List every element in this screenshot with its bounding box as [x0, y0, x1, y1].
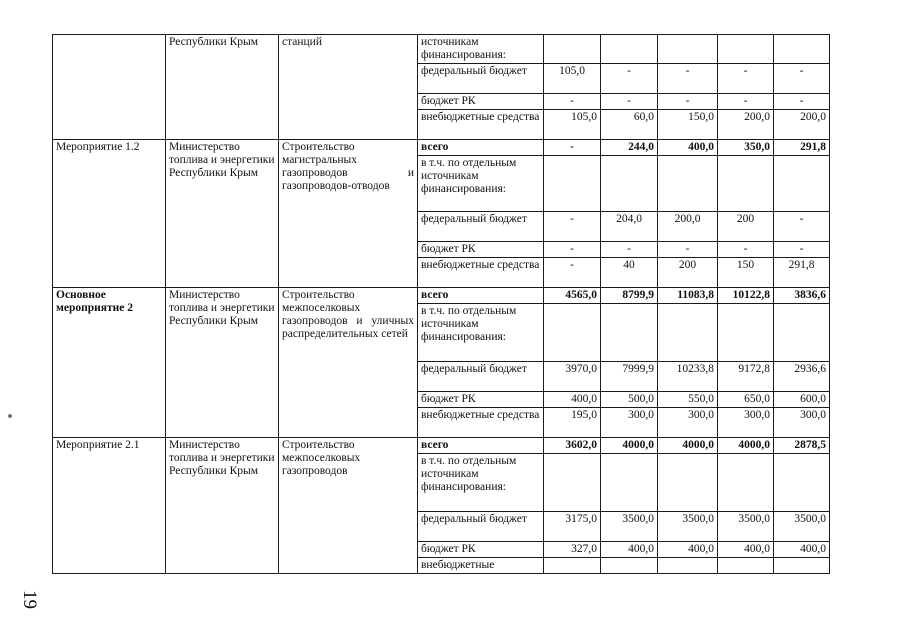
value-cell: [658, 558, 718, 574]
value-cell: 60,0: [601, 110, 658, 140]
description-cell: Строительство межпоселковых газопроводов: [279, 438, 418, 574]
value-cell: [774, 454, 830, 512]
value-cell: 2936,6: [774, 362, 830, 392]
value-cell: [658, 304, 718, 362]
value-cell: 300,0: [774, 408, 830, 438]
value-cell: 3175,0: [544, 512, 601, 542]
value-cell: -: [601, 242, 658, 258]
activity-cell: [53, 35, 166, 140]
table-row: [53, 140, 830, 156]
value-cell: 550,0: [658, 392, 718, 408]
value-cell: 650,0: [718, 392, 774, 408]
value-cell: 150: [718, 258, 774, 288]
value-cell: -: [658, 242, 718, 258]
page-number: 19: [19, 590, 40, 609]
value-cell: 105,0: [544, 110, 601, 140]
value-cell: [601, 558, 658, 574]
value-cell: 400,0: [601, 542, 658, 558]
value-cell: 200,0: [774, 110, 830, 140]
value-cell: 3602,0: [544, 438, 601, 454]
value-cell: 9172,8: [718, 362, 774, 392]
value-cell: 4565,0: [544, 288, 601, 304]
value-cell: [774, 558, 830, 574]
value-cell: 600,0: [774, 392, 830, 408]
value-cell: 350,0: [718, 140, 774, 156]
value-cell: 7999,9: [601, 362, 658, 392]
value-cell: 3500,0: [718, 512, 774, 542]
value-cell: 3836,6: [774, 288, 830, 304]
value-cell: -: [544, 258, 601, 288]
source-cell: внебюджетные средства: [418, 110, 544, 140]
value-cell: [601, 35, 658, 64]
value-cell: 150,0: [658, 110, 718, 140]
value-cell: 500,0: [601, 392, 658, 408]
value-cell: [658, 156, 718, 212]
value-cell: 4000,0: [658, 438, 718, 454]
value-cell: [544, 304, 601, 362]
value-cell: [718, 156, 774, 212]
value-cell: -: [774, 94, 830, 110]
value-cell: 10122,8: [718, 288, 774, 304]
value-cell: 400,0: [658, 542, 718, 558]
source-cell: внебюджетные средства: [418, 408, 544, 438]
activity-cell: Мероприятие 1.2: [53, 140, 166, 288]
value-cell: -: [774, 242, 830, 258]
value-cell: [774, 35, 830, 64]
value-cell: 105,0: [544, 64, 601, 94]
source-cell: бюджет РК: [418, 542, 544, 558]
source-cell: в т.ч. по отдельным источникам финансирования:: [418, 304, 544, 362]
value-cell: 400,0: [658, 140, 718, 156]
value-cell: -: [658, 64, 718, 94]
value-cell: 3500,0: [658, 512, 718, 542]
source-cell: всего: [418, 438, 544, 454]
value-cell: 300,0: [658, 408, 718, 438]
source-cell: бюджет РК: [418, 242, 544, 258]
value-cell: [544, 454, 601, 512]
value-cell: 200,0: [718, 110, 774, 140]
value-cell: [774, 304, 830, 362]
value-cell: 400,0: [774, 542, 830, 558]
source-cell: федеральный бюджет: [418, 512, 544, 542]
value-cell: 300,0: [601, 408, 658, 438]
source-cell: в т.ч. по отдельным источникам финансирования:: [418, 156, 544, 212]
activity-cell: Основное мероприятие 2: [53, 288, 166, 438]
value-cell: 3970,0: [544, 362, 601, 392]
value-cell: -: [544, 212, 601, 242]
source-cell: всего: [418, 140, 544, 156]
value-cell: 327,0: [544, 542, 601, 558]
description-cell: Строительство межпоселковых газопроводов и уличных распределительных сетей: [279, 288, 418, 438]
value-cell: -: [718, 94, 774, 110]
value-cell: [658, 35, 718, 64]
value-cell: [658, 454, 718, 512]
value-cell: -: [658, 94, 718, 110]
source-cell: федеральный бюджет: [418, 212, 544, 242]
value-cell: -: [774, 212, 830, 242]
value-cell: [718, 304, 774, 362]
value-cell: 11083,8: [658, 288, 718, 304]
value-cell: 3500,0: [601, 512, 658, 542]
scan-dot: [8, 414, 12, 418]
executor-cell: Министерство топлива и энергетики Республики Крым: [166, 140, 279, 288]
source-cell: федеральный бюджет: [418, 64, 544, 94]
value-cell: [718, 558, 774, 574]
value-cell: 291,8: [774, 258, 830, 288]
value-cell: [774, 156, 830, 212]
executor-cell: Министерство топлива и энергетики Республики Крым: [166, 288, 279, 438]
value-cell: [544, 558, 601, 574]
value-cell: 4000,0: [718, 438, 774, 454]
source-cell: источникам финансирования:: [418, 35, 544, 64]
value-cell: -: [718, 242, 774, 258]
value-cell: 300,0: [718, 408, 774, 438]
description-cell: Строительство магистральных газопроводов и газопроводов-отводов: [279, 140, 418, 288]
source-cell: в т.ч. по отдельным источникам финансирования:: [418, 454, 544, 512]
table-row: [53, 438, 830, 454]
table-row: [53, 288, 830, 304]
value-cell: 200,0: [658, 212, 718, 242]
value-cell: [601, 156, 658, 212]
value-cell: 204,0: [601, 212, 658, 242]
value-cell: [544, 35, 601, 64]
source-cell: бюджет РК: [418, 94, 544, 110]
value-cell: 40: [601, 258, 658, 288]
value-cell: 10233,8: [658, 362, 718, 392]
value-cell: 3500,0: [774, 512, 830, 542]
source-cell: внебюджетные средства: [418, 258, 544, 288]
value-cell: 244,0: [601, 140, 658, 156]
value-cell: -: [544, 94, 601, 110]
value-cell: 400,0: [544, 392, 601, 408]
value-cell: [544, 156, 601, 212]
value-cell: -: [774, 64, 830, 94]
value-cell: 4000,0: [601, 438, 658, 454]
executor-cell: Республики Крым: [166, 35, 279, 140]
source-cell: федеральный бюджет: [418, 362, 544, 392]
financing-table: [52, 34, 830, 574]
value-cell: -: [601, 94, 658, 110]
source-cell: всего: [418, 288, 544, 304]
value-cell: 200: [718, 212, 774, 242]
source-cell: бюджет РК: [418, 392, 544, 408]
description-cell: станций: [279, 35, 418, 140]
executor-cell: Министерство топлива и энергетики Республики Крым: [166, 438, 279, 574]
value-cell: [718, 454, 774, 512]
value-cell: 200: [658, 258, 718, 288]
source-cell: внебюджетные: [418, 558, 544, 574]
value-cell: 8799,9: [601, 288, 658, 304]
value-cell: -: [601, 64, 658, 94]
activity-cell: Мероприятие 2.1: [53, 438, 166, 574]
value-cell: -: [544, 140, 601, 156]
value-cell: 2878,5: [774, 438, 830, 454]
value-cell: [718, 35, 774, 64]
value-cell: -: [718, 64, 774, 94]
table-row: [53, 35, 830, 64]
value-cell: 195,0: [544, 408, 601, 438]
value-cell: 291,8: [774, 140, 830, 156]
value-cell: [601, 304, 658, 362]
value-cell: -: [544, 242, 601, 258]
value-cell: [601, 454, 658, 512]
value-cell: 400,0: [718, 542, 774, 558]
